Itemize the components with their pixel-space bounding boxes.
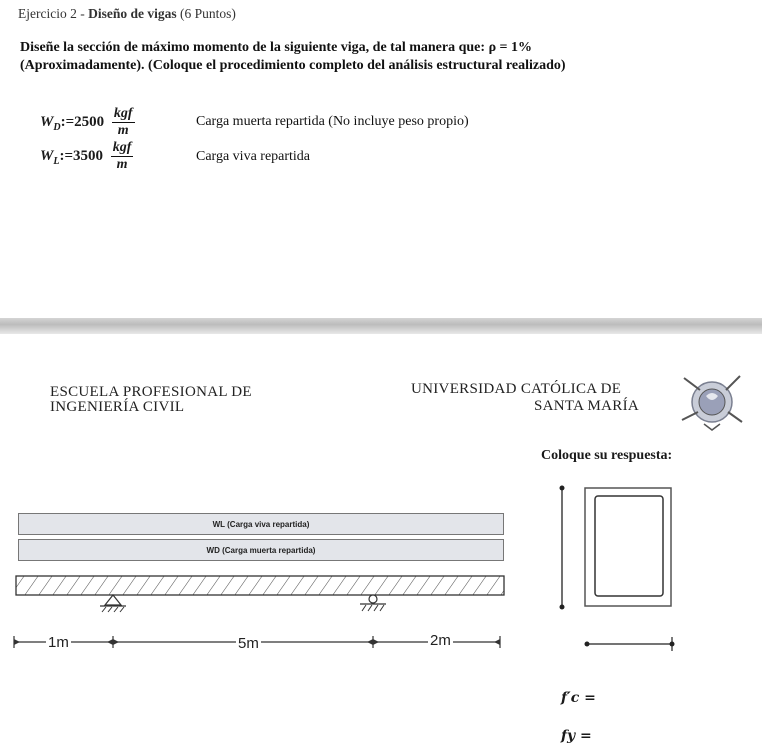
dead-load-description: Carga muerta repartida (No incluye peso propio) [196,114,469,129]
exercise-title [18,6,236,22]
statement-line-2: (Aproximadamente). (Coloque el procedimiento completo del análisis estructural realizado) [20,58,566,73]
live-load-value: :=3500 [59,147,103,164]
school-name-line-2: INGENIERÍA CIVIL [50,399,185,415]
dead-load-band-label: WD (Carga muerta repartida) [206,545,316,555]
dead-load-equation [40,106,135,139]
dimension-label-left: 1m [48,634,69,651]
university-seal-logo [676,368,750,434]
school-name-line-1: ESCUELA PROFESIONAL DE [50,384,252,400]
pin-support [100,595,126,612]
beam-body [16,576,504,595]
dead-load-value: :=2500 [60,113,105,130]
roller-support [360,595,386,611]
exercise-title-main: Diseño de vigas [88,6,177,21]
statement-line-1: Diseñe la sección de máximo momento de la siguiente viga, de tal manera que: ρ = 1% [20,40,533,55]
live-load-description: Carga viva repartida [196,149,311,164]
concrete-strength-label: f′c = [561,690,596,706]
live-load-symbol: W [40,147,54,164]
dead-load-subscript: D [53,121,61,133]
live-load-unit [111,140,134,173]
dead-load-unit-denominator: m [117,123,129,138]
dead-load-unit-numerator: kgf [113,106,133,121]
answer-prompt: Coloque su respuesta: [541,448,673,463]
university-name-line-2: SANTA MARÍA [534,398,640,414]
live-load-subscript: L [53,155,60,167]
live-load-equation [40,140,133,173]
dead-load-band [18,539,504,561]
live-load-band-label: WL (Carga viva repartida) [212,519,310,529]
live-load-unit-denominator: m [116,157,128,172]
steel-yield-label: fy = [561,728,592,744]
exercise-title-points: (6 Puntos) [176,6,236,21]
university-name-line-1: UNIVERSIDAD CATÓLICA DE [411,381,622,397]
beam-cross-section [550,480,686,660]
dead-load-symbol: W [40,113,54,130]
page-separator [0,318,762,334]
dead-load-unit [112,106,135,139]
exercise-title-prefix: Ejercicio 2 - [18,6,89,21]
live-load-unit-numerator: kgf [112,140,132,155]
live-load-band [18,513,504,535]
dimension-label-middle: 5m [238,635,259,652]
dimension-label-right: 2m [430,632,451,649]
